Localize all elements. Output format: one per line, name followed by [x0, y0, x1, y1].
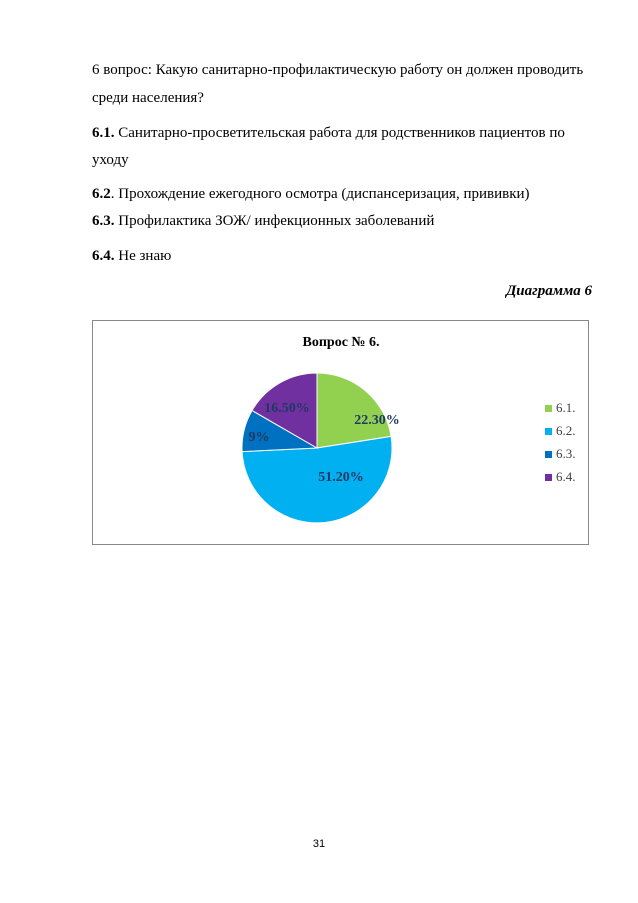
- option-text: . Прохождение ежегодного осмотра (диспансеризация, прививки): [110, 186, 530, 202]
- option-number: 6.3.: [92, 213, 115, 229]
- chart-legend: [545, 400, 576, 484]
- option-text: Не знаю: [114, 248, 172, 264]
- option-number: 6.2: [92, 186, 111, 202]
- pie-data-label: 16.50%: [264, 401, 310, 416]
- option-6-1-continued: уходу: [92, 152, 129, 168]
- pie-chart: [92, 320, 589, 545]
- option-number: 6.1.: [92, 125, 115, 141]
- legend-swatch: [545, 405, 552, 412]
- legend-label: 6.1.: [556, 400, 576, 415]
- option-6-4: [92, 248, 171, 265]
- pie-slice-6-1: [317, 373, 391, 448]
- option-text: Профилактика ЗОЖ/ инфекционных заболеваний: [114, 213, 435, 229]
- question-line-2: среди населения?: [92, 90, 204, 106]
- pie-data-label: 51.20%: [318, 470, 364, 485]
- diagram-caption: Диаграмма 6: [506, 283, 592, 299]
- page-number: 31: [312, 838, 326, 850]
- option-6-1: [92, 125, 565, 142]
- legend-swatch: [545, 451, 552, 458]
- pie-chart-svg: [93, 321, 588, 544]
- option-6-2: [92, 186, 530, 203]
- question-line-1: 6 вопрос: Какую санитарно-профилактическую работу он должен проводить: [92, 62, 584, 78]
- pie-slices: [242, 373, 392, 523]
- legend-label: 6.4.: [556, 469, 576, 484]
- option-6-3: [92, 213, 434, 230]
- option-number: 6.4.: [92, 248, 115, 264]
- legend-label: 6.3.: [556, 446, 576, 461]
- pie-data-label: 9%: [248, 430, 270, 445]
- pie-data-label: 22.30%: [354, 413, 400, 428]
- legend-swatch: [545, 474, 552, 481]
- legend-label: 6.2.: [556, 423, 576, 438]
- legend-swatch: [545, 428, 552, 435]
- chart-title: Вопрос № 6.: [302, 335, 380, 350]
- option-text: Санитарно-просветительская работа для родственников пациентов по: [114, 125, 565, 141]
